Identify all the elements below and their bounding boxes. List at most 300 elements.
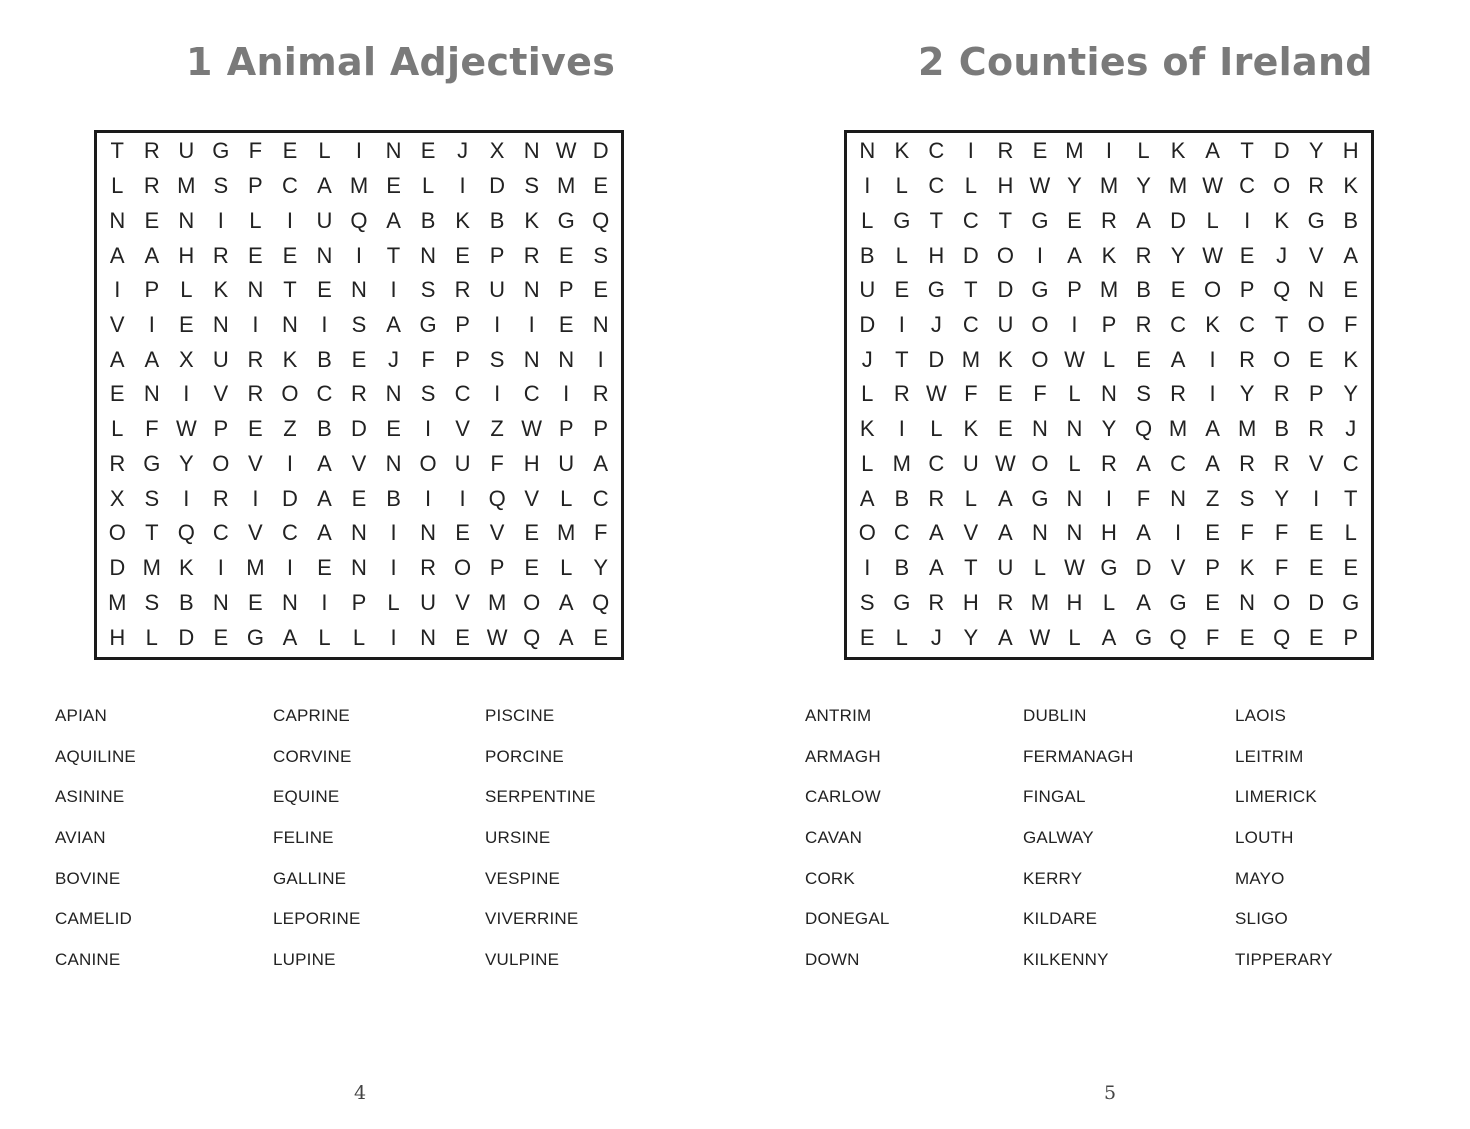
grid-letter: V: [1308, 242, 1324, 268]
grid-letter: C: [281, 520, 298, 546]
grid-letter: P: [1205, 555, 1220, 581]
grid-letter: Y: [1067, 173, 1082, 199]
grid-letter: N: [1066, 416, 1083, 442]
grid-letter: B: [178, 589, 194, 615]
grid-letter: P: [558, 277, 574, 303]
grid-letter: D: [592, 138, 609, 164]
grid-letter: A: [1343, 242, 1359, 268]
grid-letter: L: [1102, 589, 1116, 615]
word-list-item: CARLOW: [805, 787, 881, 807]
grid-letter: N: [385, 138, 402, 164]
grid-letter: N: [420, 520, 436, 546]
grid-letter: R: [247, 346, 264, 372]
grid-letter: N: [351, 277, 367, 303]
grid-letter: R: [454, 277, 471, 303]
grid-letter: U: [454, 450, 471, 476]
word-list-item: GALWAY: [1023, 828, 1094, 848]
grid-letter: K: [998, 346, 1013, 372]
grid-letter: N: [212, 589, 229, 615]
puzzle-title: [918, 40, 1373, 84]
grid-letter: Q: [1273, 277, 1291, 303]
grid-letter: M: [557, 173, 576, 199]
page-number: 4: [354, 1082, 367, 1104]
grid-letter: T: [895, 346, 909, 372]
grid-letter: N: [420, 624, 436, 650]
grid-letter: W: [1202, 173, 1223, 199]
grid-letter: P: [1101, 312, 1117, 338]
grid-letter: W: [925, 381, 947, 407]
grid-letter: D: [962, 242, 979, 268]
grid-letter: S: [524, 173, 539, 199]
grid-letter: X: [178, 346, 194, 372]
grid-letter: N: [212, 312, 229, 338]
grid-letter: F: [1136, 485, 1151, 511]
grid-letter: V: [1170, 555, 1186, 581]
word-list-item: LUPINE: [273, 950, 336, 970]
grid-letter: R: [1170, 381, 1186, 407]
grid-letter: W: [1202, 242, 1223, 268]
grid-letter: O: [1273, 346, 1291, 372]
grid-letter: R: [1101, 450, 1117, 476]
grid-letter: I: [1209, 381, 1216, 407]
grid-letter: G: [893, 589, 911, 615]
grid-letter: D: [489, 173, 506, 199]
grid-letter: N: [1239, 589, 1256, 615]
grid-letter: I: [898, 416, 905, 442]
grid-letter: V: [524, 485, 539, 511]
grid-letter: G: [143, 450, 161, 476]
grid-letter: I: [1105, 138, 1113, 164]
grid-letter: A: [109, 242, 125, 268]
grid-letter: A: [1205, 416, 1220, 442]
grid-letter: E: [1343, 555, 1359, 581]
grid-letter: J: [930, 624, 942, 650]
grid-letter: M: [349, 173, 369, 199]
grid-letter: A: [1136, 207, 1151, 233]
grid-letter: W: [555, 138, 577, 164]
grid-letter: H: [1066, 589, 1083, 615]
grid-letter: E: [455, 520, 470, 546]
word-list-item: LIMERICK: [1235, 787, 1317, 807]
grid-letter: L: [145, 624, 158, 650]
grid-letter: C: [316, 381, 333, 407]
grid-letter: Q: [350, 207, 368, 233]
word-list-item: BOVINE: [55, 868, 121, 888]
grid-letter: A: [282, 624, 298, 650]
grid-letter: T: [283, 277, 297, 303]
grid-letter: E: [248, 416, 263, 442]
grid-letter: Y: [1274, 485, 1289, 511]
grid-letter: C: [592, 485, 609, 511]
grid-letter: G: [1031, 207, 1049, 233]
word-list-item: VESPINE: [485, 868, 561, 888]
grid-letter: E: [317, 277, 332, 303]
grid-letter: P: [144, 277, 160, 303]
grid-letter: D: [351, 416, 367, 442]
grid-letter: E: [558, 312, 574, 338]
grid-letter: R: [592, 381, 609, 407]
grid-letter: Q: [1273, 624, 1291, 650]
grid-letter: A: [998, 624, 1013, 650]
grid-letter: W: [486, 624, 508, 650]
grid-letter: G: [893, 207, 911, 233]
grid-letter: S: [144, 485, 160, 511]
grid-letter: R: [1273, 450, 1290, 476]
grid-letter: B: [386, 485, 401, 511]
grid-letter: E: [1067, 207, 1082, 233]
grid-letter: N: [143, 381, 160, 407]
grid-letter: M: [961, 346, 981, 372]
grid-letter: G: [1307, 207, 1325, 233]
grid-letter: G: [246, 624, 264, 650]
grid-letter: I: [563, 381, 570, 407]
grid-letter: B: [489, 207, 505, 233]
grid-letter: L: [861, 207, 874, 233]
grid-letter: A: [593, 450, 609, 476]
grid-letter: Y: [178, 450, 194, 476]
word-list-item: LOUTH: [1235, 828, 1294, 848]
grid-letter: W: [1029, 173, 1051, 199]
grid-letter: O: [419, 450, 437, 476]
grid-letter: Q: [1169, 624, 1187, 650]
grid-letter: D: [1273, 138, 1290, 164]
grid-letter: O: [1031, 450, 1049, 476]
grid-letter: B: [317, 416, 332, 442]
grid-letter: M: [1237, 416, 1257, 442]
word-list-item: CAMELID: [55, 909, 132, 929]
grid-letter: I: [286, 555, 293, 581]
grid-letter: W: [1064, 555, 1085, 581]
grid-letter: C: [454, 381, 471, 407]
grid-letter: L: [111, 173, 124, 199]
grid-letter: E: [1308, 346, 1324, 372]
grid-letter: R: [143, 173, 160, 199]
grid-letter: L: [387, 589, 400, 615]
grid-letter: L: [560, 485, 573, 511]
grid-letter: F: [145, 416, 159, 442]
grid-letter: U: [962, 450, 979, 476]
grid-letter: E: [593, 277, 609, 303]
grid-letter: C: [928, 138, 945, 164]
grid-letter: P: [1343, 624, 1359, 650]
grid-letter: J: [861, 346, 873, 372]
grid-letter: E: [998, 381, 1013, 407]
puzzle-number: 2: [918, 40, 945, 84]
grid-letter: Y: [1101, 416, 1117, 442]
grid-letter: R: [928, 485, 945, 511]
grid-letter: M: [1099, 277, 1119, 303]
grid-letter: C: [928, 173, 945, 199]
grid-letter: S: [859, 589, 875, 615]
grid-letter: L: [249, 207, 262, 233]
grid-letter: C: [212, 520, 229, 546]
puzzle-title-text: Counties of Ireland: [958, 40, 1373, 84]
grid-letter: I: [425, 485, 432, 511]
grid-letter: I: [183, 381, 190, 407]
word-list-item: ASININE: [55, 787, 125, 807]
grid-letter: P: [248, 173, 263, 199]
grid-letter: E: [248, 242, 263, 268]
grid-letter: Y: [1136, 173, 1151, 199]
grid-letter: E: [144, 207, 160, 233]
grid-letter: E: [1205, 520, 1220, 546]
grid-letter: B: [317, 346, 332, 372]
grid-letter: O: [858, 520, 876, 546]
grid-letter: H: [1101, 520, 1117, 546]
grid-letter: F: [1240, 520, 1254, 546]
grid-letter: G: [1342, 589, 1360, 615]
grid-letter: V: [248, 520, 263, 546]
grid-letter: M: [1065, 138, 1084, 164]
grid-letter: Z: [1205, 485, 1220, 511]
grid-letter: F: [490, 450, 504, 476]
grid-letter: L: [861, 381, 874, 407]
grid-letter: P: [593, 416, 609, 442]
grid-letter: V: [455, 589, 470, 615]
grid-letter: I: [528, 312, 535, 338]
grid-letter: E: [1239, 624, 1255, 650]
grid-letter: R: [1273, 381, 1290, 407]
grid-letter: E: [213, 624, 229, 650]
grid-letter: A: [317, 485, 332, 511]
grid-letter: N: [1031, 520, 1048, 546]
grid-letter: H: [523, 450, 540, 476]
grid-letter: A: [1136, 589, 1151, 615]
word-list: [55, 706, 695, 996]
word-list-item: VIVERRINE: [485, 909, 579, 929]
grid-letter: G: [1169, 589, 1187, 615]
grid-letter: T: [998, 207, 1013, 233]
grid-letter: I: [252, 312, 259, 338]
grid-letter: Q: [1134, 416, 1153, 442]
word-list-item: FINGAL: [1023, 787, 1086, 807]
word-list-item: MAYO: [1235, 868, 1285, 888]
grid-letter: L: [1344, 520, 1357, 546]
grid-letter: R: [997, 138, 1014, 164]
word-list-item: TIPPERARY: [1235, 950, 1333, 970]
grid-letter: L: [560, 555, 573, 581]
grid-letter: D: [281, 485, 298, 511]
grid-letter: R: [1101, 207, 1117, 233]
grid-letter: O: [1273, 589, 1291, 615]
grid-letter: T: [964, 277, 978, 303]
grid-letter: R: [420, 555, 436, 581]
word-list-item: PISCINE: [485, 706, 555, 725]
word-list-item: LEITRIM: [1235, 746, 1304, 766]
grid-letter: J: [457, 138, 469, 164]
grid-letter: S: [420, 381, 436, 407]
grid-letter: O: [523, 589, 541, 615]
grid-letter: C: [1342, 450, 1359, 476]
grid-letter: B: [420, 207, 436, 233]
grid-letter: X: [109, 485, 125, 511]
grid-letter: S: [1239, 485, 1255, 511]
grid-letter: L: [895, 173, 908, 199]
grid-letter: C: [962, 312, 979, 338]
grid-letter: E: [317, 555, 332, 581]
word-list-item: CAPRINE: [273, 706, 350, 725]
grid-letter: C: [928, 450, 945, 476]
grid-letter: R: [212, 242, 229, 268]
word-list-item: CANINE: [55, 950, 121, 970]
grid-letter: Q: [592, 589, 610, 615]
grid-letter: I: [321, 312, 328, 338]
grid-letter: L: [318, 624, 331, 650]
grid-letter: I: [321, 589, 328, 615]
grid-letter: Y: [593, 555, 609, 581]
grid-letter: N: [523, 346, 540, 372]
grid-letter: K: [455, 207, 470, 233]
grid-letter: L: [421, 173, 435, 199]
grid-letter: J: [1345, 416, 1357, 442]
grid-letter: R: [351, 381, 367, 407]
grid-letter: J: [388, 346, 400, 372]
word-list-item: AQUILINE: [55, 746, 136, 766]
grid-letter: M: [246, 555, 265, 581]
grid-letter: J: [1276, 242, 1288, 268]
word-list-item: LEPORINE: [273, 909, 361, 929]
grid-letter: N: [1308, 277, 1325, 303]
grid-letter: Q: [488, 485, 506, 511]
grid-letter: P: [351, 589, 367, 615]
grid-letter: B: [894, 485, 910, 511]
grid-letter: E: [593, 173, 609, 199]
grid-letter: N: [109, 207, 126, 233]
grid-letter: E: [420, 138, 436, 164]
grid-letter: N: [558, 346, 575, 372]
grid-letter: E: [1170, 277, 1186, 303]
grid-letter: A: [558, 589, 574, 615]
grid-letter: U: [859, 277, 876, 303]
grid-letter: V: [455, 416, 470, 442]
grid-letter: G: [1031, 485, 1049, 511]
grid-letter: N: [178, 207, 195, 233]
grid-letter: E: [1343, 277, 1359, 303]
grid-letter: E: [1308, 555, 1324, 581]
word-list-item: KILKENNY: [1023, 950, 1109, 970]
grid-letter: F: [1205, 624, 1220, 650]
grid-letter: L: [180, 277, 193, 303]
grid-letter: A: [1205, 138, 1220, 164]
puzzle-title-text: Animal Adjectives: [226, 40, 616, 84]
grid-letter: G: [212, 138, 230, 164]
grid-letter: U: [316, 207, 333, 233]
grid-letter: L: [1206, 207, 1219, 233]
grid-letter: C: [1239, 312, 1256, 338]
grid-letter: N: [281, 589, 298, 615]
grid-letter: N: [592, 312, 609, 338]
grid-letter: T: [964, 555, 978, 581]
grid-letter: M: [892, 450, 911, 476]
grid-letter: K: [1170, 138, 1186, 164]
grid-letter: R: [1135, 312, 1152, 338]
word-list-item: CORK: [805, 868, 855, 888]
grid-letter: I: [1244, 207, 1251, 233]
word-search-grid: [94, 130, 624, 660]
grid-letter: I: [355, 138, 363, 164]
word-list-item: FELINE: [273, 828, 334, 848]
grid-letter: L: [1068, 381, 1081, 407]
grid-letter: I: [459, 173, 466, 199]
grid-letter: I: [390, 624, 397, 650]
puzzle-title: [186, 40, 615, 84]
grid-letter: L: [1068, 624, 1081, 650]
grid-letter: O: [1307, 312, 1325, 338]
grid-letter: I: [1209, 346, 1216, 372]
grid-letter: E: [455, 624, 470, 650]
grid-letter: A: [558, 624, 574, 650]
grid-letter: N: [316, 242, 333, 268]
grid-letter: A: [928, 555, 944, 581]
grid-letter: U: [212, 346, 229, 372]
grid-letter: S: [144, 589, 160, 615]
page-number: 5: [1104, 1082, 1117, 1104]
grid-letter: J: [930, 312, 942, 338]
grid-letter: A: [317, 173, 332, 199]
word-list-item: DONEGAL: [805, 909, 890, 929]
grid-letter: U: [997, 312, 1014, 338]
grid-letter: W: [175, 416, 197, 442]
grid-letter: A: [144, 346, 160, 372]
grid-letter: L: [930, 416, 943, 442]
grid-letter: I: [1105, 485, 1113, 511]
grid-letter: Q: [523, 624, 541, 650]
grid-letter: F: [1274, 520, 1289, 546]
grid-letter: D: [928, 346, 945, 372]
grid-letter: F: [1033, 381, 1047, 407]
grid-letter: U: [178, 138, 195, 164]
grid-letter: P: [1239, 277, 1255, 303]
grid-letter: K: [1101, 242, 1117, 268]
grid-letter: E: [1032, 138, 1048, 164]
grid-letter: A: [1067, 242, 1082, 268]
grid-letter: A: [998, 485, 1013, 511]
grid-letter: T: [110, 138, 124, 164]
grid-letter: K: [859, 416, 875, 442]
grid-letter: A: [998, 520, 1013, 546]
grid-letter: Y: [1308, 138, 1324, 164]
grid-letter: T: [1343, 485, 1358, 511]
grid-letter: R: [928, 589, 945, 615]
grid-letter: B: [1343, 207, 1359, 233]
grid-letter: A: [1136, 520, 1151, 546]
grid-letter: I: [864, 173, 871, 199]
grid-letter: E: [282, 242, 298, 268]
grid-letter: E: [248, 589, 263, 615]
grid-letter: A: [1136, 450, 1151, 476]
grid-letter: P: [489, 242, 505, 268]
grid-letter: N: [1031, 416, 1048, 442]
grid-letter: D: [1308, 589, 1325, 615]
grid-letter: I: [597, 346, 604, 372]
grid-letter: Z: [283, 416, 297, 442]
grid-letter: N: [1066, 520, 1083, 546]
grid-letter: K: [1343, 173, 1359, 199]
grid-letter: I: [390, 277, 397, 303]
grid-letter: Y: [1343, 381, 1359, 407]
grid-letter: N: [385, 381, 402, 407]
grid-letter: P: [1067, 277, 1082, 303]
grid-letter: E: [351, 346, 367, 372]
grid-letter: F: [593, 520, 608, 546]
word-list-item: FERMANAGH: [1023, 746, 1134, 766]
grid-letter: S: [420, 277, 436, 303]
grid-letter: M: [142, 555, 161, 581]
word-list-item: EQUINE: [273, 787, 340, 807]
grid-letter: U: [558, 450, 575, 476]
grid-letter: K: [1343, 346, 1359, 372]
grid-letter: O: [1031, 346, 1049, 372]
